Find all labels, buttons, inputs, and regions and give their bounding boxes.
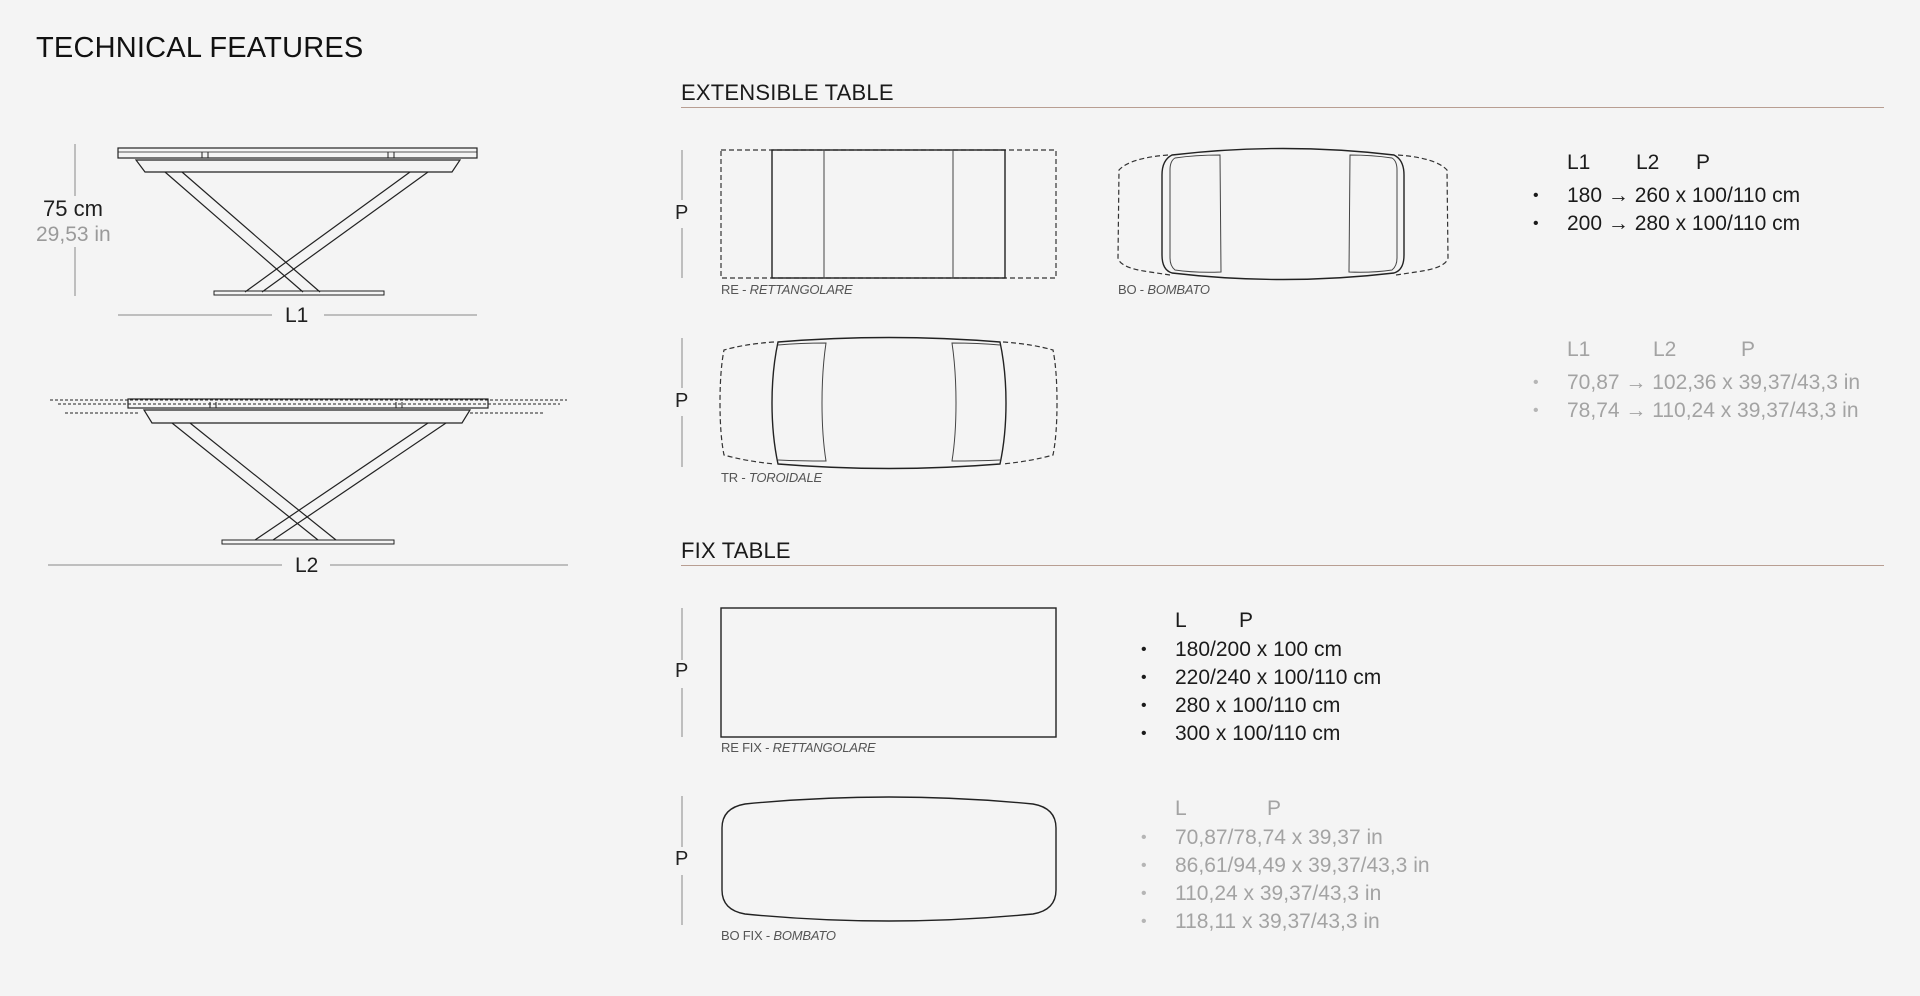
header-l1: L1 (1567, 338, 1591, 361)
extensible-in-size-list (1533, 369, 1860, 425)
header-l: L (1175, 797, 1187, 820)
fix-depth-label-1: P (675, 660, 689, 682)
header-p: P (1239, 609, 1254, 632)
extensible-depth-label-2: P (675, 390, 689, 412)
header-l2: L2 (1636, 151, 1660, 174)
page-title: TECHNICAL FEATURES (36, 32, 364, 64)
size-item: • 200 → 280 x 100/110 cm (1533, 210, 1800, 238)
size-item: • 180 → 260 x 100/110 cm (1533, 182, 1800, 210)
fix-depth-label-2: P (675, 848, 689, 870)
shape-caption-bo: BO - BOMBATO (1118, 282, 1210, 297)
shape-caption-re: RE - RETTANGOLARE (721, 282, 853, 297)
extensible-cm-headers (1567, 151, 1710, 175)
size-item: • 70,87/78,74 x 39,37 in (1141, 824, 1430, 852)
extensible-section-title: EXTENSIBLE TABLE (681, 80, 894, 105)
height-in-label: 29,53 in (36, 223, 111, 246)
header-p: P (1267, 797, 1282, 820)
fix-cm-headers (1175, 609, 1253, 633)
header-l2: L2 (1653, 338, 1677, 361)
size-item: • 86,61/94,49 x 39,37/43,3 in (1141, 852, 1430, 880)
size-item: • 110,24 x 39,37/43,3 in (1141, 880, 1430, 908)
closed-length-label: L1 (285, 304, 309, 327)
size-item: • 118,11 x 39,37/43,3 in (1141, 908, 1430, 936)
open-length-label: L2 (295, 554, 319, 577)
fix-cm-size-list (1141, 636, 1381, 748)
fix-in-size-list (1141, 824, 1430, 936)
shape-caption-tr: TR - TOROIDALE (721, 470, 822, 485)
size-item: • 78,74 → 110,24 x 39,37/43,3 in (1533, 397, 1860, 425)
size-item: • 70,87 → 102,36 x 39,37/43,3 in (1533, 369, 1860, 397)
header-p: P (1696, 151, 1711, 174)
shape-caption-re-fix: RE FIX - RETTANGOLARE (721, 740, 876, 755)
shape-caption-bo-fix: BO FIX - BOMBATO (721, 928, 836, 943)
size-item: • 180/200 x 100 cm (1141, 636, 1381, 664)
fix-section-title: FIX TABLE (681, 538, 791, 563)
size-item: • 220/240 x 100/110 cm (1141, 664, 1381, 692)
header-l1: L1 (1567, 151, 1591, 174)
size-item: • 300 x 100/110 cm (1141, 720, 1381, 748)
extensible-cm-size-list (1533, 182, 1800, 238)
height-cm-label: 75 cm (43, 196, 103, 221)
header-l: L (1175, 609, 1187, 632)
header-p: P (1741, 338, 1756, 361)
extensible-in-headers (1567, 338, 1755, 362)
extensible-depth-label-1: P (675, 202, 689, 224)
size-item: • 280 x 100/110 cm (1141, 692, 1381, 720)
fix-in-headers (1175, 797, 1281, 821)
